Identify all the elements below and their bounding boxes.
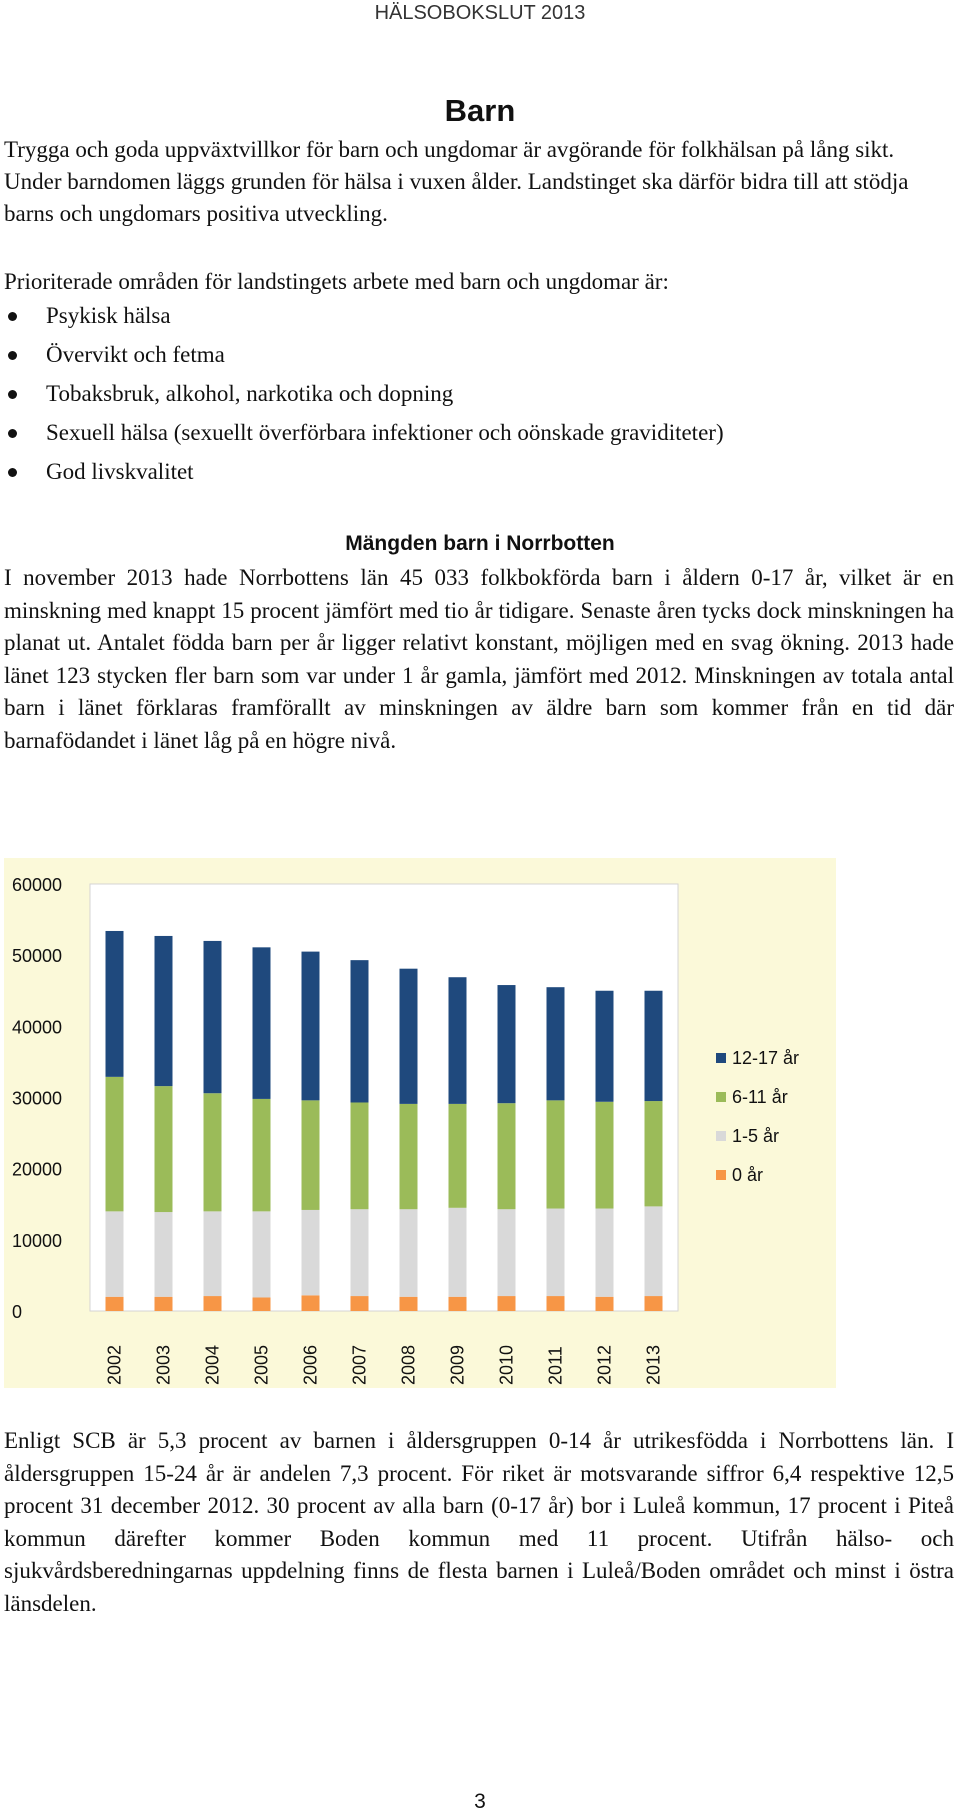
bar-segment	[155, 1297, 173, 1311]
bar-segment	[204, 1211, 222, 1296]
legend-label: 1-5 år	[732, 1126, 780, 1146]
bar-segment	[645, 1206, 663, 1296]
y-tick-label: 10000	[12, 1230, 63, 1251]
bar-segment	[645, 1296, 663, 1311]
bar-segment	[302, 952, 320, 1101]
bar-segment	[400, 1297, 418, 1311]
bar-segment	[400, 1209, 418, 1297]
page-number: 3	[474, 1790, 486, 1813]
x-tick-label: 2006	[300, 1344, 321, 1385]
legend-label: 6-11 år	[732, 1087, 788, 1107]
bar-segment	[204, 1093, 222, 1211]
legend-label: 0 år	[732, 1165, 764, 1185]
y-tick-label: 30000	[12, 1088, 63, 1109]
priorities-intro: Prioriterade områden för landstingets arbete med barn och ungdomar är:	[4, 269, 669, 294]
bar-segment	[498, 1209, 516, 1296]
stacked-bar-chart	[4, 858, 836, 1388]
bar-segment	[645, 991, 663, 1101]
bar-segment	[106, 1077, 124, 1212]
plot-area	[90, 884, 678, 1311]
bar-segment	[596, 1297, 614, 1311]
bar-segment	[449, 1104, 467, 1208]
bar-segment	[155, 936, 173, 1086]
y-tick-label: 60000	[12, 875, 63, 895]
bar-segment	[302, 1295, 320, 1311]
x-tick-label: 2007	[349, 1344, 370, 1385]
x-tick-label: 2009	[447, 1344, 468, 1385]
bar-segment	[547, 1100, 565, 1208]
list-item: Tobaksbruk, alkohol, narkotika och dopning	[4, 376, 954, 415]
bar-segment	[351, 1209, 369, 1296]
subsection-title: Mängden barn i Norrbotten	[345, 532, 615, 555]
priorities-list	[4, 298, 954, 493]
bar-segment	[449, 1297, 467, 1311]
legend-swatch	[716, 1170, 726, 1180]
list-item: Sexuell hälsa (sexuellt överförbara infektioner och oönskade graviditeter)	[4, 415, 954, 454]
bar-segment	[498, 1103, 516, 1209]
bar-segment	[106, 1211, 124, 1296]
bar-segment	[155, 1086, 173, 1212]
bar-segment	[400, 969, 418, 1104]
x-tick-label: 2002	[104, 1344, 125, 1385]
bar-segment	[204, 941, 222, 1093]
x-tick-label: 2012	[594, 1344, 615, 1385]
bar-segment	[547, 1209, 565, 1297]
bar-segment	[400, 1104, 418, 1209]
bar-segment	[547, 987, 565, 1100]
x-tick-label: 2005	[251, 1344, 272, 1385]
children-age-chart	[4, 858, 836, 1388]
list-item: God livskvalitet	[4, 454, 954, 493]
bar-segment	[449, 977, 467, 1104]
bar-segment	[204, 1296, 222, 1311]
bar-segment	[253, 947, 271, 1099]
bar-segment	[645, 1101, 663, 1206]
x-tick-label: 2010	[496, 1344, 517, 1385]
y-tick-label: 50000	[12, 946, 63, 967]
bar-segment	[596, 1102, 614, 1209]
bar-segment	[253, 1211, 271, 1297]
bar-segment	[351, 960, 369, 1102]
bar-segment	[155, 1212, 173, 1297]
bar-segment	[106, 1297, 124, 1311]
intro-paragraph: Trygga och goda uppväxtvillkor för barn och ungdomar är avgörande för folkhälsan på lång sikt. Under barndomen läggs grunden för hälsa i vuxen ålder. Landstinget ska därför bidra till att stödja barns och ungdomars positiva utveckling.	[4, 137, 909, 226]
list-item: Psykisk hälsa	[4, 298, 954, 337]
bar-segment	[596, 991, 614, 1102]
bar-segment	[498, 1296, 516, 1311]
bar-segment	[498, 985, 516, 1103]
bar-segment	[253, 1099, 271, 1211]
y-tick-label: 0	[12, 1302, 23, 1322]
y-tick-label: 40000	[12, 1017, 63, 1038]
legend-swatch	[716, 1092, 726, 1102]
bar-segment	[253, 1297, 271, 1311]
bar-segment	[302, 1100, 320, 1210]
bar-segment	[351, 1102, 369, 1209]
children-count-paragraph: I november 2013 hade Norrbottens län 45 033 folkbokförda barn i åldern 0-17 år, vilket är en minskning med knappt 15 procent jämfört med tio år tidigare. Senaste åren tycks dock minskningen ha planat ut. Antalet födda barn per år ligger relativt konstant, möjligen med en svag ökning. 2013 hade länet 123 stycken fler barn som var under 1 år gamla, jämfört med 2012. Minskningen av totala antal barn i länet förklaras framförallt av minskningen av äldre barn som kommer från en tid där barnafödandet i länet låg på en högre nivå.	[4, 565, 954, 753]
list-item: Övervikt och fetma	[4, 337, 954, 376]
x-tick-label: 2003	[153, 1344, 174, 1385]
closing-paragraph: Enligt SCB är 5,3 procent av barnen i åldersgruppen 0-14 år utrikesfödda i Norrbottens län. I åldersgruppen 15-24 år är andelen 7,3 procent. För riket är motsvarande siffror 6,4 respektive 12,5 procent 31 december 2012. 30 procent av alla barn (0-17 år) bor i Luleå kommun, 17 procent i Piteå kommun därefter kommer Boden kommun med 11 procent. Utifrån hälso- och sjukvårdsberedningarnas uppdelning finns de flesta barnen i Luleå/Boden området och minst i östra länsdelen.	[4, 1428, 954, 1616]
bar-segment	[106, 931, 124, 1077]
bar-segment	[351, 1296, 369, 1311]
x-tick-label: 2011	[545, 1346, 566, 1385]
x-tick-label: 2004	[202, 1344, 223, 1385]
y-tick-label: 20000	[12, 1159, 63, 1180]
legend-swatch	[716, 1053, 726, 1063]
section-title: Barn	[444, 93, 516, 128]
x-tick-label: 2008	[398, 1344, 419, 1385]
legend-swatch	[716, 1131, 726, 1141]
bar-segment	[596, 1209, 614, 1297]
running-header: HÄLSOBOKSLUT 2013	[374, 2, 586, 24]
x-tick-label: 2013	[643, 1344, 664, 1385]
bar-segment	[547, 1296, 565, 1311]
bar-segment	[302, 1210, 320, 1295]
bar-segment	[449, 1208, 467, 1297]
legend-label: 12-17 år	[732, 1048, 800, 1068]
